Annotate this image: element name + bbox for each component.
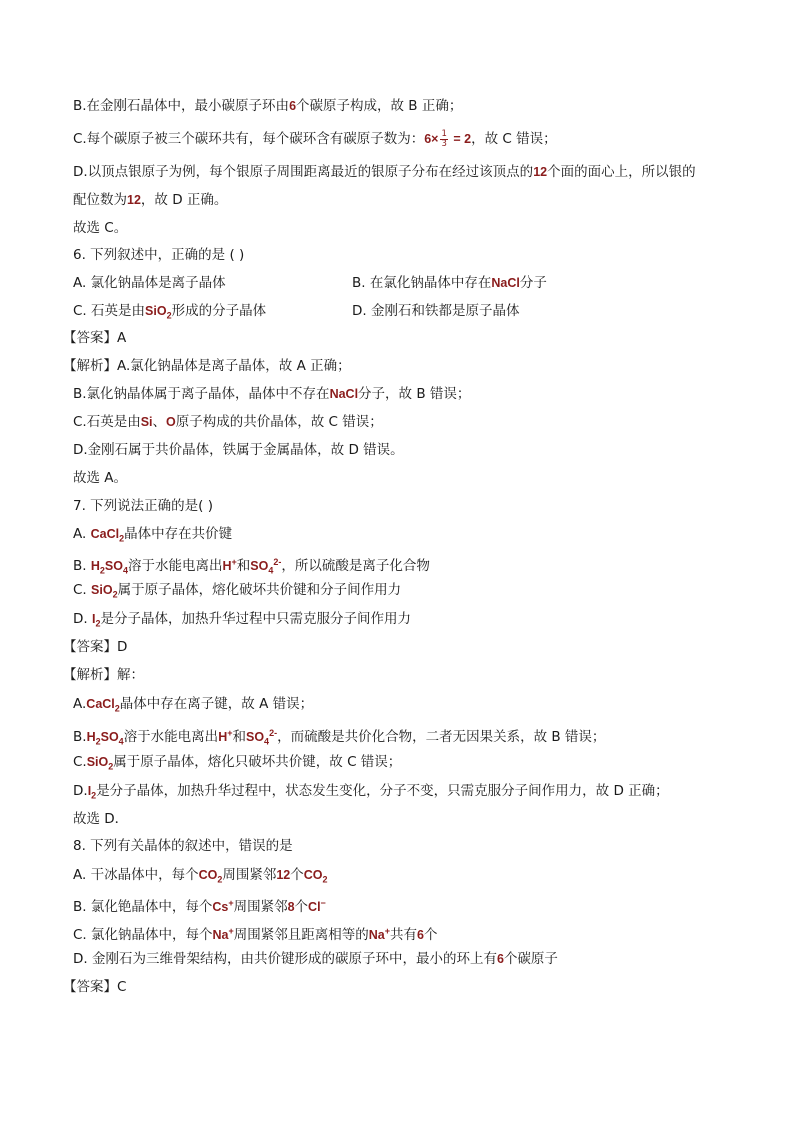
text: 个面的面心上，所以银的 xyxy=(547,164,696,180)
explanation-line-d-cont xyxy=(73,190,227,210)
question-6-options-ab xyxy=(73,273,723,293)
question-7-option-c xyxy=(73,580,401,605)
superscript: + xyxy=(384,926,391,936)
number: 12 xyxy=(276,868,291,882)
question-8-option-a xyxy=(73,865,328,890)
text: D. 金刚石为三维骨架结构，由共价键形成的碳原子环中，最小的环上有 xyxy=(73,951,497,967)
formula xyxy=(213,928,234,942)
text: B.在金刚石晶体中，最小碳原子环由 xyxy=(73,98,290,114)
formula xyxy=(218,730,232,744)
superscript: 2- xyxy=(273,557,282,567)
text: ，故 C 错误； xyxy=(471,131,557,147)
subscript: 2 xyxy=(217,874,223,885)
formula xyxy=(212,900,233,914)
explanation-line-b xyxy=(73,96,462,116)
option-a: A. 氯化钠晶体是离子晶体 xyxy=(73,275,226,291)
text: 原子构成的共价晶体，故 C 错误； xyxy=(175,414,383,430)
formula xyxy=(222,559,236,573)
formula xyxy=(245,728,278,747)
question-8-stem: 8. 下列有关晶体的叙述中，错误的是 xyxy=(73,838,293,854)
superscript: + xyxy=(228,926,234,936)
text: D. xyxy=(73,783,88,799)
superscript: 2- xyxy=(269,728,278,738)
formula xyxy=(86,697,120,714)
formula xyxy=(308,900,326,914)
text: 晶体中存在共价键 xyxy=(124,526,233,542)
explanation-line-c xyxy=(73,129,557,149)
question-6-choose: 故选 A。 xyxy=(73,470,128,486)
text: 周围紧邻 xyxy=(233,899,288,916)
formula xyxy=(369,928,390,942)
text: B. xyxy=(73,558,91,575)
text: 、 xyxy=(152,414,167,430)
formula xyxy=(90,527,125,544)
question-6-answer: 【答案】A xyxy=(63,330,127,346)
option-c xyxy=(73,303,266,319)
question-6-exp-a: 【解析】A.氯化钠晶体是离子晶体，故 A 正确； xyxy=(63,358,351,374)
text: 属于原子晶体，熔化破坏共价键和分子间作用力 xyxy=(117,582,402,598)
subscript: 2 xyxy=(166,310,172,321)
superscript: + xyxy=(228,898,234,908)
formula-text: Cs xyxy=(212,900,229,915)
question-8-option-d xyxy=(73,949,558,969)
text: 周围紧邻 xyxy=(222,867,277,883)
times-sign: × xyxy=(431,132,439,146)
text: C. xyxy=(73,582,92,598)
superscript: + xyxy=(231,557,237,567)
question-6-stem: 6. 下列叙述中，正确的是 ( ) xyxy=(73,247,245,263)
formula-text: SiO xyxy=(145,304,167,318)
formula-text: SO xyxy=(250,559,269,574)
text: 共有 xyxy=(390,927,418,944)
text: 溶于水能电离出 xyxy=(127,558,223,575)
question-7-choose: 故选 D． xyxy=(73,811,129,827)
subscript: 2 xyxy=(108,761,114,772)
formula-text: CaCl xyxy=(90,527,120,541)
formula: NaCl xyxy=(329,387,359,401)
question-8-option-c xyxy=(73,921,437,945)
text: 溶于水能电离出 xyxy=(123,729,219,746)
question-7-option-d xyxy=(73,609,411,634)
option-b xyxy=(352,273,547,293)
subscript: 2 xyxy=(99,565,105,576)
text: ，而硫酸是共价化合物，二者无因果关系，故 B 错误； xyxy=(277,729,606,746)
subscript: 4 xyxy=(268,565,274,576)
text: D.以顶点银原子为例，每个银原子周围距离最近的银原子分布在经过该顶点的 xyxy=(73,164,534,180)
text: 属于原子晶体，熔化只破坏共价键，故 C 错误； xyxy=(113,754,402,770)
text: C. 石英是由 xyxy=(73,303,146,319)
formula: NaCl xyxy=(491,276,520,290)
text: 个 xyxy=(290,867,304,883)
formula xyxy=(303,868,328,885)
text: D. xyxy=(73,611,92,627)
subscript: 4 xyxy=(122,565,128,576)
question-7-option-b xyxy=(73,552,430,581)
subscript: 2 xyxy=(91,790,97,801)
text: 和 xyxy=(236,558,251,575)
text: A. xyxy=(73,526,91,542)
formula-text: SO xyxy=(245,730,265,745)
subscript: 4 xyxy=(118,736,124,747)
subscript: 2 xyxy=(322,874,328,885)
formula-text: I xyxy=(87,784,92,798)
fraction xyxy=(440,130,447,149)
number: 6 xyxy=(424,132,432,146)
subscript: 2 xyxy=(112,589,118,600)
text: ，所以硫酸是离子化合物 xyxy=(281,558,430,575)
formula xyxy=(87,784,97,801)
formula-text: H xyxy=(218,730,228,745)
text: 是分子晶体，加热升华过程中，状态发生变化，分子不变，只需克服分子间作用力，故 D 正确； xyxy=(96,783,669,799)
text: C. 氯化钠晶体中，每个 xyxy=(73,927,213,944)
formula xyxy=(198,868,223,885)
subscript: 2 xyxy=(119,533,125,544)
formula-text: I xyxy=(91,612,96,626)
text: 形成的分子晶体 xyxy=(171,303,267,319)
formula-text: H xyxy=(90,559,100,574)
text: 分子 xyxy=(519,275,547,291)
text: 晶体中存在离子键，故 A 错误； xyxy=(119,696,314,712)
text: 和 xyxy=(232,729,246,746)
formula xyxy=(145,304,172,321)
text: 配位数为 xyxy=(73,192,127,208)
text: B. 在氯化钠晶体中存在 xyxy=(352,275,492,291)
text: A. xyxy=(73,696,87,712)
number: 8 xyxy=(287,900,295,915)
formula xyxy=(90,559,128,576)
formula-text: SiO xyxy=(91,583,113,597)
formula-text: SiO xyxy=(86,755,109,769)
question-6-exp-b xyxy=(73,384,470,404)
superscript: + xyxy=(227,728,233,738)
fraction-denominator: 3 xyxy=(441,138,447,149)
text: A. 干冰晶体中，每个 xyxy=(73,867,199,883)
text: 个 xyxy=(423,927,438,944)
explanation-line-d xyxy=(73,162,696,182)
question-7-exp-d xyxy=(73,781,669,806)
subscript: 2 xyxy=(114,703,120,714)
question-6-exp-c xyxy=(73,412,383,432)
formula-text: CO xyxy=(303,868,323,882)
formula-text: Na xyxy=(212,928,229,943)
formula xyxy=(86,755,114,772)
number: 12 xyxy=(533,165,548,179)
question-6-options-cd xyxy=(73,301,723,326)
option-d: D. 金刚石和铁都是原子晶体 xyxy=(352,303,520,319)
formula-text: CaCl xyxy=(86,697,115,711)
formula-text: SO xyxy=(100,730,119,745)
question-7-exp-a xyxy=(73,694,313,719)
question-6-exp-d: D.金刚石属于共价晶体，铁属于金属晶体，故 D 错误。 xyxy=(73,442,404,458)
formula: Si xyxy=(140,415,153,429)
text: 分子，故 B 错误； xyxy=(358,386,471,402)
formula xyxy=(250,557,282,576)
subscript: 2 xyxy=(95,736,101,747)
formula: O xyxy=(166,415,176,429)
number: 6 xyxy=(496,952,504,966)
choose-line: 故选 C。 xyxy=(73,220,128,236)
number: 12 xyxy=(127,193,141,207)
text: 周围紧邻且距离相等的 xyxy=(233,927,369,944)
text: B.氯化钠晶体属于离子晶体，晶体中不存在 xyxy=(73,386,330,402)
superscript: − xyxy=(320,898,326,908)
text: 个碳原子 xyxy=(503,951,558,967)
text: C.石英是由 xyxy=(73,414,141,430)
number: 6 xyxy=(417,928,424,943)
question-8-answer: 【答案】C xyxy=(63,979,127,995)
question-7-exp-head: 【解析】解： xyxy=(63,667,144,683)
question-7-answer: 【答案】D xyxy=(63,639,128,655)
question-7-option-a xyxy=(73,524,232,549)
text: 是分子晶体，加热升华过程中只需克服分子间作用力 xyxy=(100,611,411,627)
subscript: 2 xyxy=(95,618,101,629)
formula-text: H xyxy=(86,730,96,745)
formula xyxy=(91,583,118,600)
number: 6 xyxy=(289,99,297,113)
formula-text: SO xyxy=(104,559,123,574)
formula xyxy=(86,730,124,747)
question-7-stem: 7. 下列说法正确的是( ) xyxy=(73,498,213,514)
formula-text: CO xyxy=(198,868,218,882)
question-8-option-b xyxy=(73,893,326,917)
text: B. xyxy=(73,729,87,746)
formula-text: Cl xyxy=(308,900,321,915)
formula-text: H xyxy=(222,559,232,574)
text: ，故 D 正确。 xyxy=(140,192,228,208)
question-7-exp-b xyxy=(73,723,605,752)
text: B. 氯化铯晶体中，每个 xyxy=(73,899,213,916)
text: 个碳原子构成，故 B 正确； xyxy=(296,98,463,114)
subscript: 4 xyxy=(264,736,270,747)
question-7-exp-c xyxy=(73,752,401,777)
text: 个 xyxy=(294,899,309,916)
equation-result: = 2 xyxy=(449,132,472,146)
text: C. xyxy=(73,754,87,770)
text: C.每个碳原子被三个碳环共有，每个碳环含有碳原子数为： xyxy=(73,131,425,147)
fraction-numerator: 1 xyxy=(441,128,447,139)
formula-text: Na xyxy=(368,928,385,943)
